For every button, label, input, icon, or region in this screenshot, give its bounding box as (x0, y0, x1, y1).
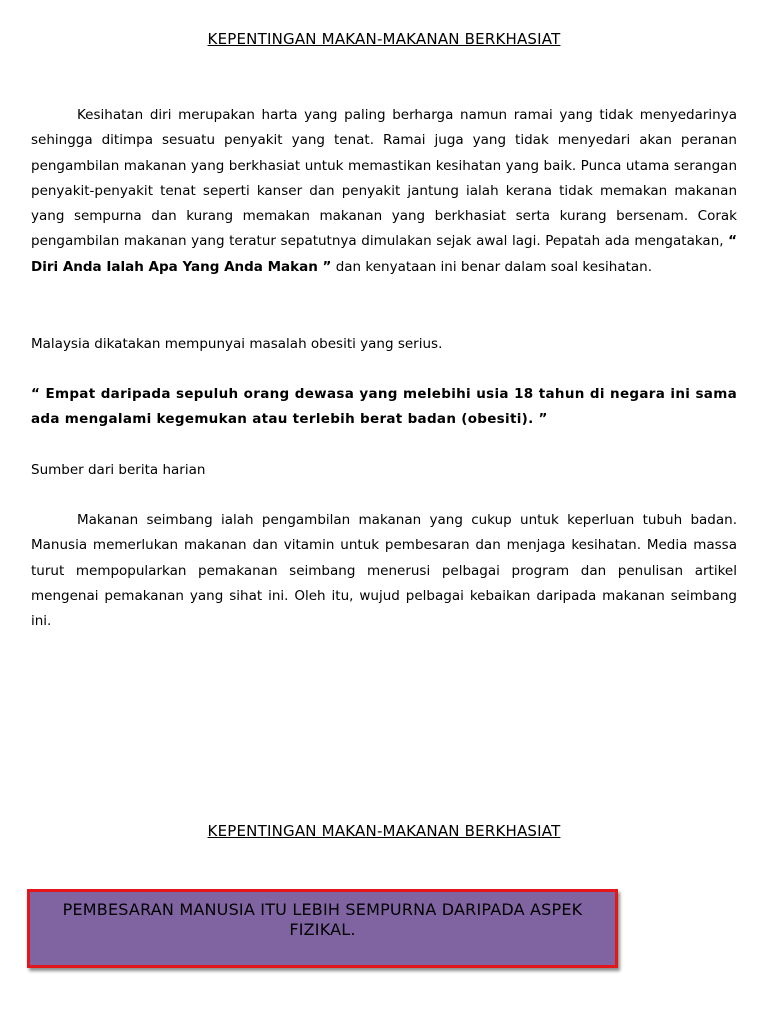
proverb-quote: “ Diri Anda Ialah Apa Yang Anda Makan ” (31, 233, 737, 275)
obesity-quote: “ Empat daripada sepuluh orang dewasa yang melebihi usia 18 tahun di negara ini sama ada mengalami kegemukan atau terlebih berat badan (obesiti). ” (31, 386, 737, 428)
section-title: KEPENTINGAN MAKAN-MAKANAN BERKHASIAT (207, 822, 561, 840)
balanced-diet-paragraph: Makanan seimbang ialah pengambilan makanan yang cukup untuk keperluan tubuh badan. Manusia memerlukan makanan dan vitamin untuk pembesaran dan menjaga kesihatan. Media massa turut mempopularkan pemakanan seimbang menerusi pelbagai program dan penulisan artikel mengenai pemakanan yang sihat ini. Oleh itu, wujud pelbagai kebaikan daripada makanan seimbang ini. (31, 512, 737, 630)
source-line: Sumber dari berita harian (31, 462, 206, 478)
document-title: KEPENTINGAN MAKAN-MAKANAN BERKHASIAT (207, 30, 561, 48)
highlight-box (27, 889, 618, 968)
obesity-statement: Malaysia dikatakan mempunyai masalah obesiti yang serius. (31, 336, 443, 352)
intro-text-end: dan kenyataan ini benar dalam soal kesihatan. (331, 258, 653, 275)
intro-paragraph (31, 103, 737, 280)
intro-text: Kesihatan diri merupakan harta yang paling berharga namun ramai yang tidak menyedarinya sehingga ditimpa sesuatu penyakit yang tenat. Ramai juga yang tidak menyedari akan peranan pengambilan makanan yang berkhasiat untuk memastikan kesihatan yang baik. Punca utama serangan penyakit-penyakit tenat seperti kanser dan penyakit jantung ialah kerana tidak memakan makanan yang sempurna dan kurang memakan makanan yang berkhasiat serta kurang bersenam. Corak pengambilan makanan yang teratur sepatutnya dimulakan sejak awal lagi. Pepatah ada mengatakan, (31, 107, 737, 250)
highlight-box-text: PEMBESARAN MANUSIA ITU LEBIH SEMPURNA DARIPADA ASPEK FIZIKAL. (62, 900, 583, 939)
